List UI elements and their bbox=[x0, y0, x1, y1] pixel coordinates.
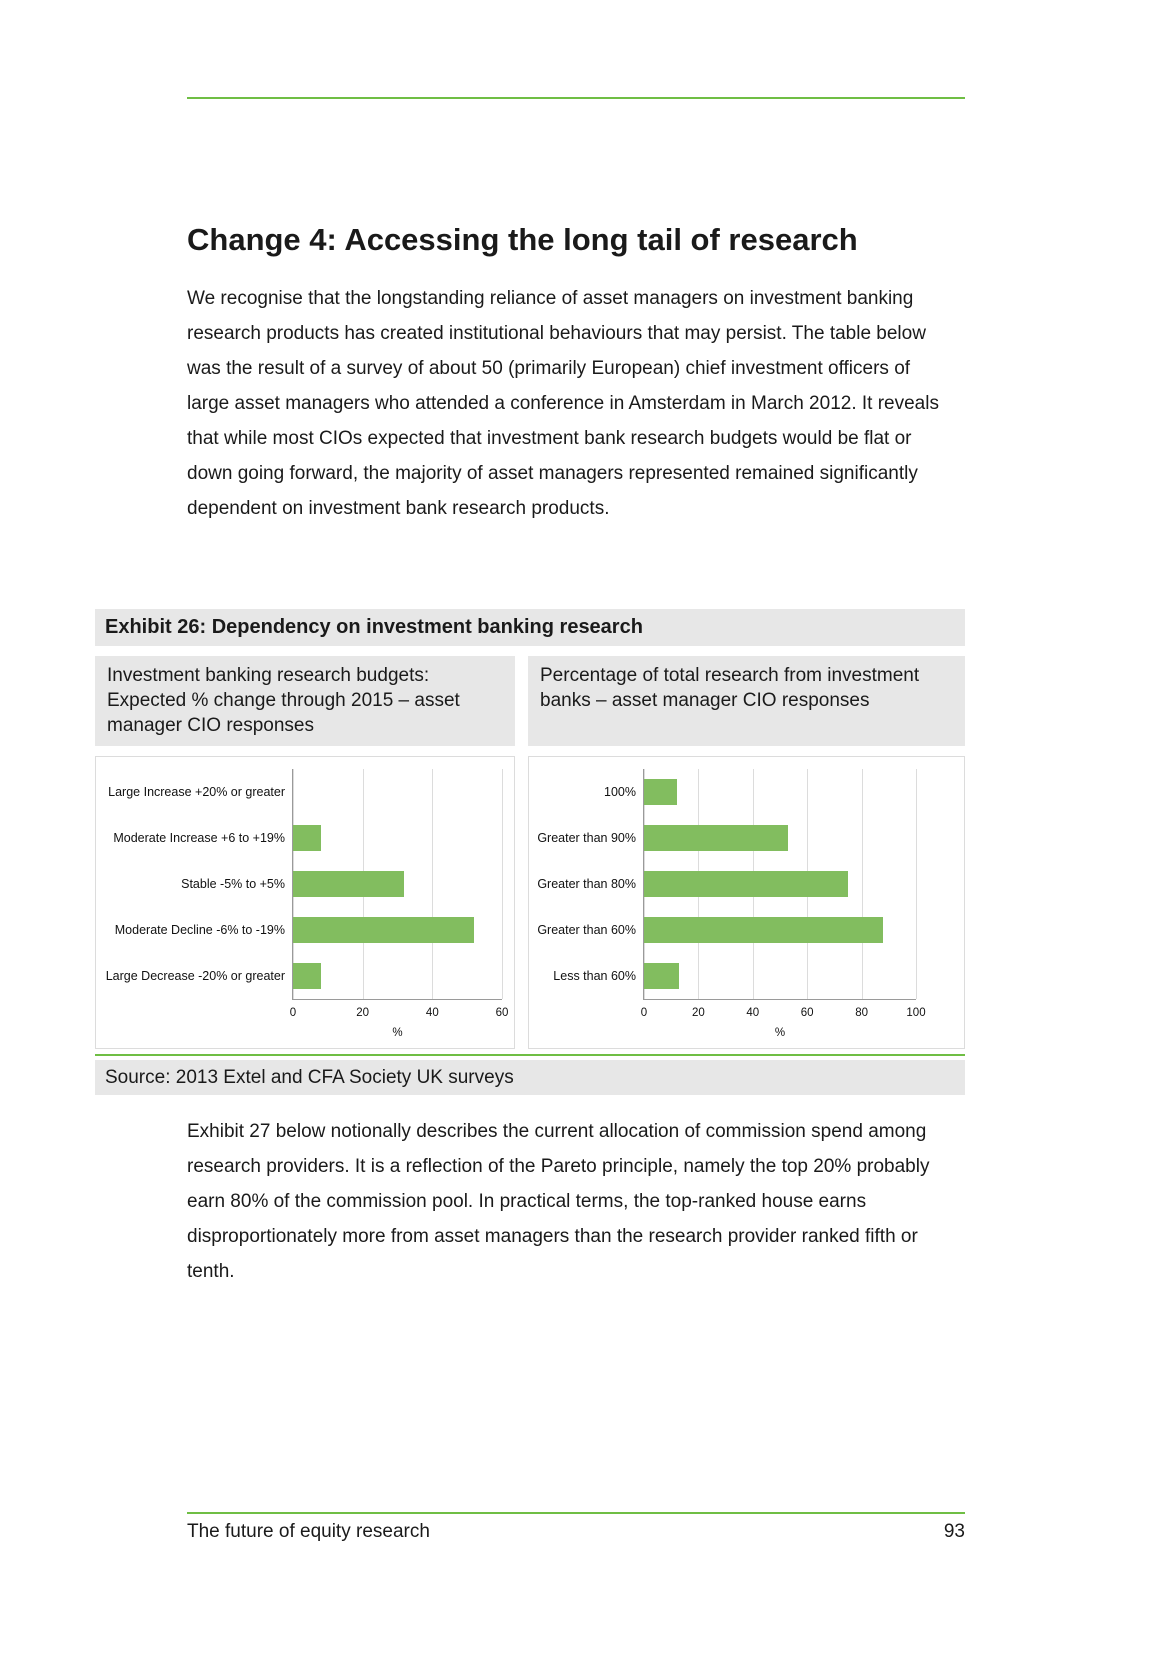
chart-panel-left bbox=[95, 656, 515, 1049]
category-label: Moderate Increase +6 to +19% bbox=[113, 831, 285, 845]
plot-area bbox=[640, 769, 926, 1039]
chart-panel-right bbox=[528, 656, 965, 1049]
bar-row bbox=[644, 861, 916, 907]
gridline bbox=[916, 769, 917, 999]
bar-chart-research-dependency bbox=[528, 756, 965, 1049]
footer-title: The future of equity research bbox=[187, 1521, 430, 1542]
plot-area bbox=[289, 769, 509, 1039]
footer-page-number: 93 bbox=[943, 1521, 965, 1542]
source-note: Source: 2013 Extel and CFA Society UK surveys bbox=[95, 1060, 965, 1095]
category-label: Moderate Decline -6% to -19% bbox=[114, 923, 285, 937]
footer-divider-rule bbox=[187, 1512, 965, 1514]
bar bbox=[293, 963, 321, 989]
x-tick-label: 0 bbox=[289, 1007, 297, 1019]
x-tick-label: 60 bbox=[800, 1007, 814, 1019]
bar bbox=[293, 871, 404, 897]
bar-row bbox=[644, 907, 916, 953]
x-tick-label: 80 bbox=[855, 1007, 868, 1019]
category-label: Large Increase +20% or greater bbox=[108, 785, 285, 799]
bar-chart-budget-change bbox=[95, 756, 515, 1049]
closing-paragraph: Exhibit 27 below notionally describes the current allocation of commission spend among research providers. It is a reflection of the Pareto principle, namely the top 20% probably earn 80% of the commission pool. In practical terms, the top-ranked house earns disproportionately more from asset managers than the research provider ranked fifth or tenth. bbox=[187, 1121, 930, 1282]
category-label: Less than 60% bbox=[553, 969, 636, 983]
x-tick-label: 60 bbox=[495, 1007, 509, 1019]
category-label: Greater than 60% bbox=[537, 923, 636, 937]
bar-row bbox=[293, 815, 502, 861]
category-label: Large Decrease -20% or greater bbox=[105, 969, 285, 983]
bar-row bbox=[293, 907, 502, 953]
x-tick-label: 100 bbox=[906, 1007, 926, 1019]
bar-row bbox=[644, 815, 916, 861]
chart-title-right: Percentage of total research from investment banks – asset manager CIO responses bbox=[528, 656, 965, 746]
category-labels bbox=[533, 769, 643, 1000]
page-title: Change 4: Accessing the long tail of research bbox=[187, 222, 858, 257]
category-label: Greater than 90% bbox=[537, 831, 636, 845]
bar bbox=[644, 963, 679, 989]
bar bbox=[293, 825, 321, 851]
category-labels bbox=[100, 769, 292, 1000]
bar-row bbox=[293, 861, 502, 907]
x-tick-label: 20 bbox=[691, 1007, 705, 1019]
bar bbox=[644, 871, 848, 897]
x-axis-label: % bbox=[774, 1027, 786, 1039]
exhibit-header: Exhibit 26: Dependency on investment banking research bbox=[95, 609, 965, 646]
bar-row bbox=[293, 769, 502, 815]
bar bbox=[644, 825, 788, 851]
category-label: Stable -5% to +5% bbox=[181, 877, 285, 891]
bar bbox=[644, 917, 883, 943]
page-footer bbox=[187, 1519, 965, 1545]
top-divider-rule bbox=[187, 97, 965, 99]
gridline bbox=[502, 769, 503, 999]
bar-row bbox=[644, 769, 916, 815]
intro-paragraph: We recognise that the longstanding reliance of asset managers on investment banking research products has created institutional behaviours that may persist. The table below was the result of a survey of about 50 (primarily European) chief investment officers of large asset managers who attended a conference in Amsterdam in March 2012. It reveals that while most CIOs expected that investment bank research budgets would be flat or down going forward, the majority of asset managers represented remained significantly dependent on investment bank research products. bbox=[187, 288, 939, 519]
chart-title-left: Investment banking research budgets: Expected % change through 2015 – asset manager CIO responses bbox=[95, 656, 515, 746]
x-axis-label: % bbox=[392, 1027, 403, 1039]
category-label: Greater than 80% bbox=[537, 877, 636, 891]
bar bbox=[293, 917, 474, 943]
bar bbox=[644, 779, 677, 805]
category-label: 100% bbox=[604, 785, 636, 799]
x-tick-label: 20 bbox=[356, 1007, 370, 1019]
source-divider-rule bbox=[95, 1054, 965, 1056]
bar-row bbox=[644, 953, 916, 999]
x-tick-label: 0 bbox=[640, 1007, 648, 1019]
x-tick-label: 40 bbox=[425, 1007, 439, 1019]
bar-row bbox=[293, 953, 502, 999]
x-tick-label: 40 bbox=[746, 1007, 760, 1019]
